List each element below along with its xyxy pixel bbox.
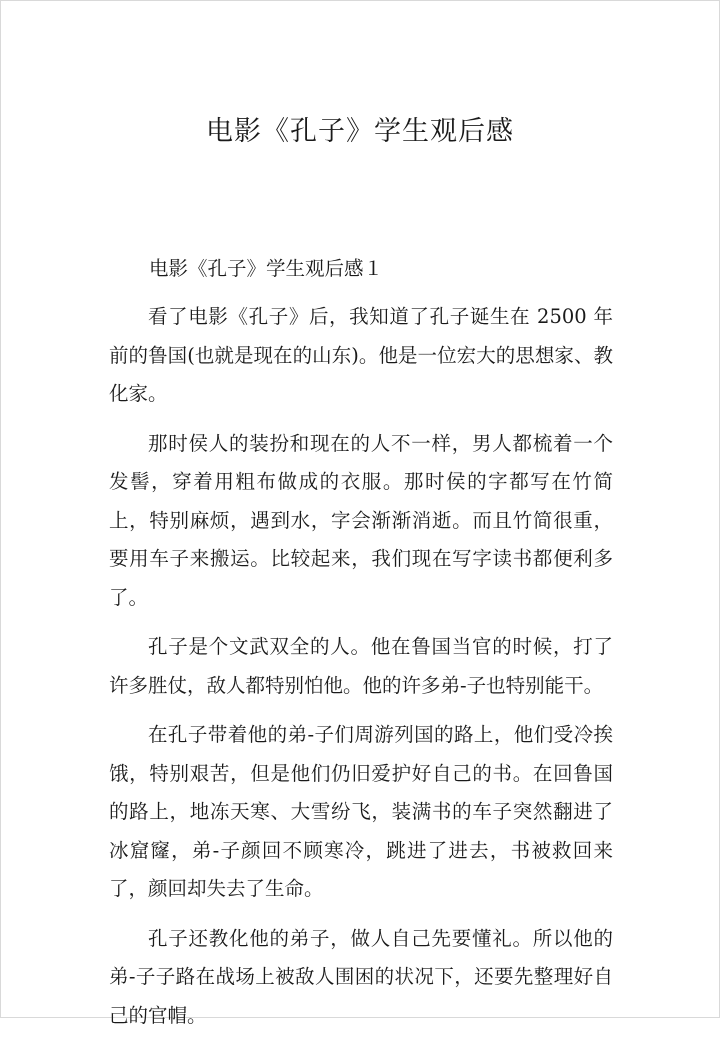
paragraph: 看了电影《孔子》后，我知道了孔子诞生在 2500 年前的鲁国(也就是现在的山东)。他是一位宏大的思想家、教化家。	[109, 305, 613, 405]
paragraph: 在孔子带着他的弟-子们周游列国的路上，他们受冷挨饿，特别艰苦，但是他们仍旧爱护好自己的书。在回鲁国的路上，地冻天寒、大雪纷飞，装满书的车子突然翻进了冰窟窿，弟-子颜回不顾寒冷，跳进了进去，书被救回来了，颜回却失去了生命。	[109, 723, 613, 900]
document-body	[109, 250, 613, 1046]
paragraph: 孔子还教化他的弟子，做人自己先要懂礼。所以他的弟-子子路在战场上被敌人围困的状况下，还要先整理好自己的官帽。	[109, 926, 613, 1027]
paragraph: 孔子是个文武双全的人。他在鲁国当官的时候，打了许多胜仗，敌人都特别怕他。他的许多弟-子也特别能干。	[109, 635, 613, 697]
section-heading: 电影《孔子》学生观后感１	[149, 257, 384, 280]
document-title: 电影《孔子》学生观后感	[206, 116, 514, 147]
paragraph: 那时侯人的装扮和现在的人不一样，男人都梳着一个发髻，穿着用粗布做成的衣服。那时侯的字都写在竹简上，特别麻烦，遇到水，字会渐渐消逝。而且竹简很重，要用车子来搬运。比较起来，我们现在写字读书都便利多了。	[109, 431, 613, 609]
